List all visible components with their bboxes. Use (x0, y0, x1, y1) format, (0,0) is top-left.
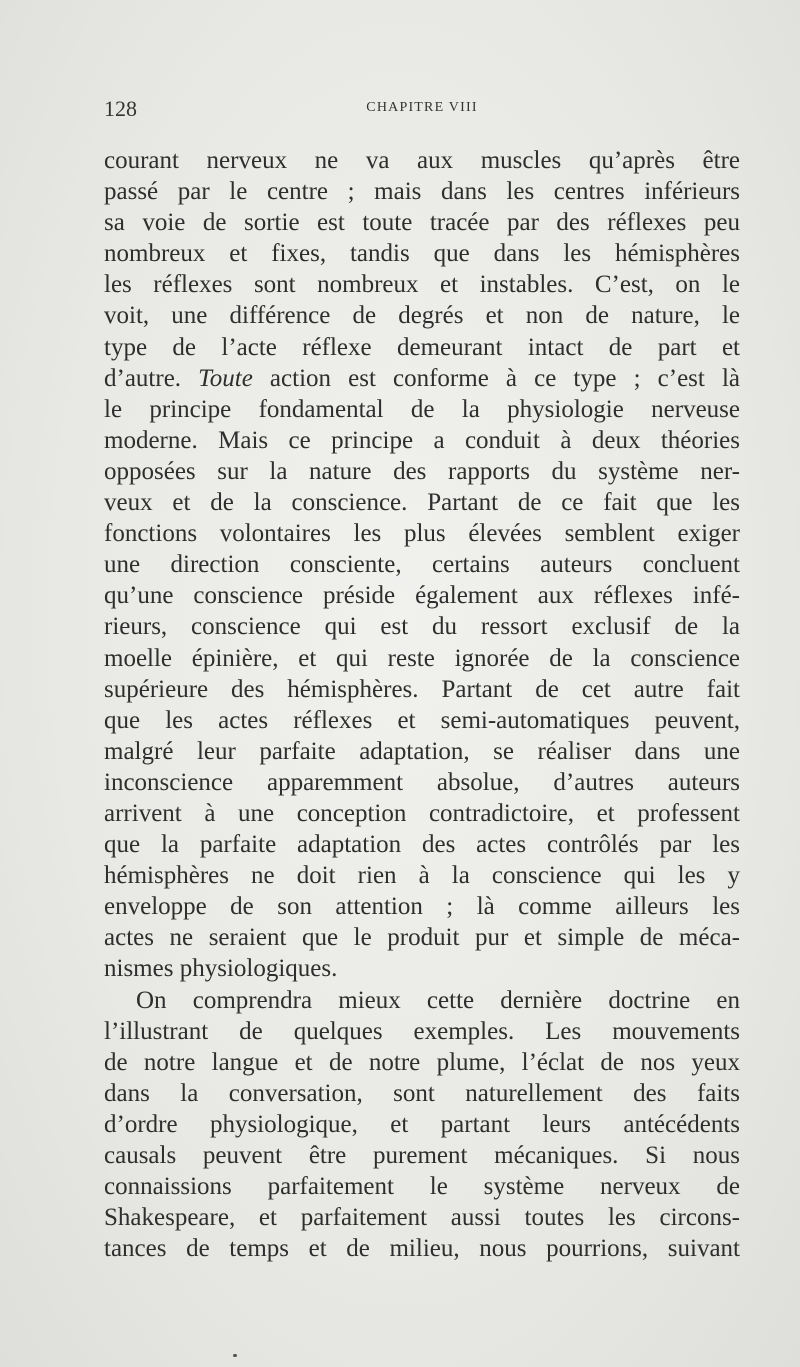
text-line: opposées sur la nature des rapports du système ner- (104, 457, 740, 485)
text-line: passé par le centre ; mais dans les centres inférieurs (104, 178, 740, 206)
text-line: sa voie de sortie est toute tracée par des réflexes peu (104, 209, 740, 237)
text-line: nombreux et fixes, tandis que dans les hémisphères (104, 240, 740, 268)
running-head: CHAPITRE VIII (366, 100, 478, 115)
text-line: voit, une différence de degrés et non de nature, le (104, 302, 740, 330)
text-line: moelle épinière, et qui reste ignorée de la conscience (104, 644, 740, 672)
text-line: une direction consciente, certains auteurs concluent (104, 551, 740, 579)
text-line: que les actes réflexes et semi-automatiques peuvent, (104, 706, 740, 734)
text-line: veux et de la conscience. Partant de ce fait que les (104, 489, 740, 517)
text-line: connaissions parfaitement le système nerveux de (104, 1173, 740, 1201)
text-line: actes ne seraient que le produit pur et simple de méca- (104, 924, 740, 952)
text-line: fonctions volontaires les plus élevées semblent exiger (104, 520, 740, 548)
text-line: qu’une conscience préside également aux réflexes infé- (104, 582, 740, 610)
page-number: 128 (104, 96, 137, 121)
text-line: enveloppe de son attention ; là comme ailleurs les (104, 893, 740, 921)
text-line: moderne. Mais ce principe a conduit à deux théories (104, 426, 740, 454)
body-text (104, 145, 740, 1264)
text-line: dans la conversation, sont naturellement des faits (104, 1079, 740, 1107)
text-line: le principe fondamental de la physiologie nerveuse (104, 395, 740, 423)
paragraph-1 (104, 145, 740, 985)
text-line: rieurs, conscience qui est du ressort exclusif de la (104, 613, 740, 641)
text-line: malgré leur parfaite adaptation, se réaliser dans une (104, 737, 740, 765)
paragraph-2 (104, 985, 740, 1265)
text-line: hémisphères ne doit rien à la conscience qui les y (104, 862, 740, 890)
text-line: inconscience apparemment absolue, d’autres auteurs (104, 768, 740, 796)
page-header (104, 96, 740, 126)
text-line: nismes physiologiques. (104, 955, 338, 983)
text-line: les réflexes sont nombreux et instables. C’est, on le (104, 271, 740, 299)
text-line: d’autre. Toute action est conforme à ce type ; c’est là (104, 364, 740, 392)
text-line: l’illustrant de quelques exemples. Les mouvements (104, 1017, 740, 1045)
text-line: courant nerveux ne va aux muscles qu’après être (104, 147, 740, 174)
print-speck (233, 1354, 237, 1357)
text-line: Shakespeare, et parfaitement aussi toutes les circons- (104, 1204, 740, 1232)
text-line: supérieure des hémisphères. Partant de cet autre fait (104, 675, 740, 703)
text-line: que la parfaite adaptation des actes contrôlés par les (104, 831, 740, 859)
text-line: On comprendra mieux cette dernière doctrine en (136, 986, 740, 1014)
text-line: causals peuvent être purement mécaniques. Si nous (104, 1142, 740, 1169)
text-line: d’ordre physiologique, et partant leurs antécédents (104, 1110, 740, 1138)
text-line: type de l’acte réflexe demeurant intact de part et (104, 333, 740, 361)
text-line: de notre langue et de notre plume, l’éclat de nos yeux (104, 1048, 740, 1076)
text-line: arrivent à une conception contradictoire, et professent (104, 799, 740, 827)
text-line: tances de temps et de milieu, nous pourrions, suivant (104, 1235, 740, 1263)
